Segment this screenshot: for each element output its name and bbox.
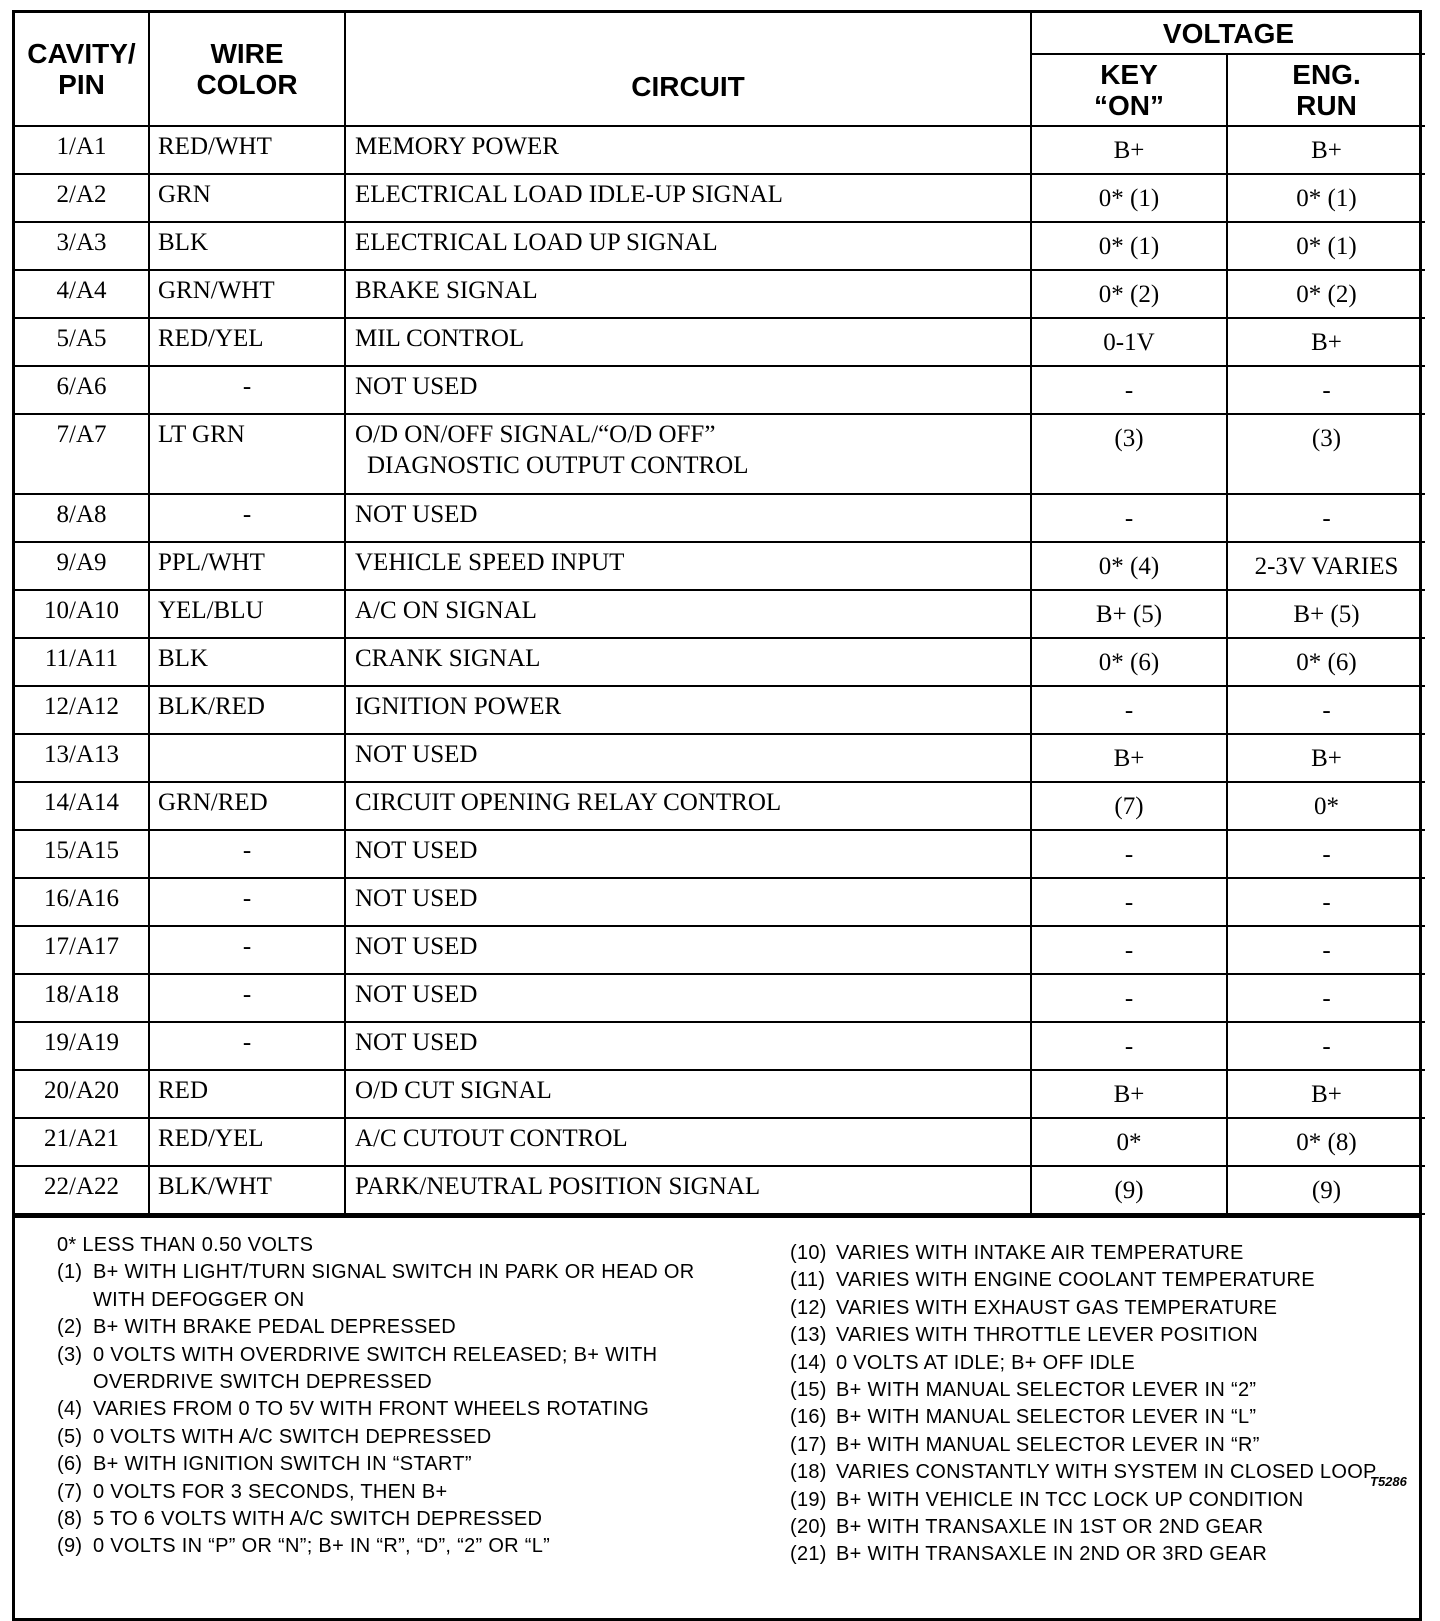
footnote-number: (19) (790, 1488, 827, 1511)
footnote (790, 1377, 1400, 1404)
footnote-text: B+ WITH IGNITION SWITCH IN “START” (93, 1453, 472, 1476)
table-row (15, 174, 1425, 222)
footnote (790, 1240, 1400, 1267)
cavity-pin-cell: 6/A6 (15, 366, 149, 414)
table-row (15, 974, 1425, 1022)
eng-run-voltage-cell: 0* (6) (1227, 638, 1425, 686)
cavity-pin-cell: 18/A18 (15, 974, 149, 1022)
wire-color-cell: - (149, 366, 345, 414)
footnote (790, 1322, 1400, 1349)
footnote-number: (1) (57, 1261, 83, 1284)
key-on-voltage-cell: - (1031, 494, 1227, 542)
wire-color-cell (149, 734, 345, 782)
key-on-voltage-cell: 0* (6) (1031, 638, 1227, 686)
circuit-line: VEHICLE SPEED INPUT (355, 549, 625, 576)
footnote (790, 1514, 1400, 1541)
wire-color-cell: RED (149, 1070, 345, 1118)
footnote-text: B+ WITH LIGHT/TURN SIGNAL SWITCH IN PARK OR HEAD OR WITH DEFOGGER ON (93, 1261, 695, 1311)
footnote (57, 1342, 697, 1397)
key-on-voltage-cell: B+ (1031, 734, 1227, 782)
wire-color-cell: LT GRN (149, 414, 345, 494)
eng-run-voltage-cell: - (1227, 366, 1425, 414)
wire-color-cell: BLK (149, 638, 345, 686)
footnote-number: (16) (790, 1406, 827, 1429)
footnote-number: (14) (790, 1351, 827, 1374)
circuit-cell (345, 270, 1031, 318)
circuit-line: NOT USED (355, 837, 478, 864)
footnotes (15, 1215, 1419, 1618)
table-row (15, 126, 1425, 174)
circuit-line: MEMORY POWER (355, 133, 559, 160)
circuit-cell (345, 318, 1031, 366)
wire-color-cell: - (149, 830, 345, 878)
eng-run-voltage-cell: (3) (1227, 414, 1425, 494)
circuit-cell (345, 174, 1031, 222)
wire-color-cell: GRN/RED (149, 782, 345, 830)
wire-color-cell: - (149, 494, 345, 542)
footnote (790, 1350, 1400, 1377)
key-on-voltage-cell: B+ (5) (1031, 590, 1227, 638)
circuit-line: CRANK SIGNAL (355, 645, 541, 672)
eng-run-voltage-cell: - (1227, 830, 1425, 878)
key-on-voltage-cell: 0* (1) (1031, 174, 1227, 222)
circuit-cell (345, 638, 1031, 686)
eng-run-voltage-cell: 2-3V VARIES (1227, 542, 1425, 590)
circuit-line: IGNITION POWER (355, 693, 562, 720)
footnote-text: VARIES WITH ENGINE COOLANT TEMPERATURE (836, 1269, 1315, 1292)
table-row (15, 1166, 1425, 1214)
circuit-cell (345, 366, 1031, 414)
footnote-number: (7) (57, 1480, 83, 1503)
key-on-voltage-cell: 0* (2) (1031, 270, 1227, 318)
circuit-line: PARK/NEUTRAL POSITION SIGNAL (355, 1173, 761, 1200)
circuit-cell (345, 1070, 1031, 1118)
wire-color-cell: - (149, 878, 345, 926)
cavity-pin-cell: 1/A1 (15, 126, 149, 174)
circuit-cell (345, 222, 1031, 270)
eng-run-voltage-cell: 0* (1227, 782, 1425, 830)
footnote (57, 1533, 697, 1560)
footnote-number: (11) (790, 1269, 826, 1292)
circuit-line: O/D CUT SIGNAL (355, 1077, 552, 1104)
footnote-number: (8) (57, 1508, 83, 1531)
circuit-line: NOT USED (355, 1029, 478, 1056)
table-row (15, 414, 1425, 494)
cavity-pin-cell: 9/A9 (15, 542, 149, 590)
key-on-voltage-cell: - (1031, 878, 1227, 926)
circuit-cell (345, 494, 1031, 542)
table-row (15, 1022, 1425, 1070)
footnote (790, 1404, 1400, 1431)
table-row (15, 1070, 1425, 1118)
circuit-line: A/C CUTOUT CONTROL (355, 1125, 628, 1152)
wire-color-cell: GRN (149, 174, 345, 222)
eng-run-voltage-cell: B+ (1227, 318, 1425, 366)
wire-color-cell: GRN/WHT (149, 270, 345, 318)
footnote (57, 1259, 697, 1314)
eng-run-voltage-cell: B+ (1227, 734, 1425, 782)
cavity-pin-cell: 19/A19 (15, 1022, 149, 1070)
footnote-number: (17) (790, 1433, 827, 1456)
eng-run-voltage-cell: B+ (1227, 126, 1425, 174)
wire-color-cell: RED/WHT (149, 126, 345, 174)
footnote (57, 1314, 697, 1341)
footnote-number: (21) (790, 1543, 827, 1566)
eng-run-voltage-cell: 0* (1) (1227, 174, 1425, 222)
footnote-text: 5 TO 6 VOLTS WITH A/C SWITCH DEPRESSED (93, 1508, 543, 1531)
footnote (57, 1232, 697, 1259)
footnote-text: B+ WITH TRANSAXLE IN 1ST OR 2ND GEAR (836, 1516, 1264, 1539)
cavity-pin-cell: 10/A10 (15, 590, 149, 638)
key-on-voltage-cell: 0-1V (1031, 318, 1227, 366)
header-wire-color: WIRE COLOR (149, 13, 345, 126)
eng-run-voltage-cell: 0* (2) (1227, 270, 1425, 318)
cavity-pin-cell: 21/A21 (15, 1118, 149, 1166)
wire-color-cell: - (149, 1022, 345, 1070)
eng-run-voltage-cell: - (1227, 878, 1425, 926)
table-row (15, 366, 1425, 414)
footnote-text: 0 VOLTS WITH A/C SWITCH DEPRESSED (93, 1425, 492, 1448)
footnote-number: (6) (57, 1453, 83, 1476)
table-row (15, 222, 1425, 270)
pinout-sheet (12, 10, 1422, 1621)
key-on-voltage-cell: - (1031, 830, 1227, 878)
cavity-pin-cell: 14/A14 (15, 782, 149, 830)
key-on-voltage-cell: B+ (1031, 126, 1227, 174)
cavity-pin-cell: 22/A22 (15, 1166, 149, 1214)
key-on-voltage-cell: - (1031, 366, 1227, 414)
footnote-number: (15) (790, 1379, 827, 1402)
cavity-pin-cell: 13/A13 (15, 734, 149, 782)
wire-color-cell: RED/YEL (149, 318, 345, 366)
key-on-voltage-cell: (9) (1031, 1166, 1227, 1214)
footnote-text: B+ WITH MANUAL SELECTOR LEVER IN “L” (836, 1406, 1257, 1429)
wire-color-cell: - (149, 926, 345, 974)
eng-run-voltage-cell: 0* (1) (1227, 222, 1425, 270)
header-eng-run: ENG. RUN (1227, 54, 1425, 126)
footnote-number: (9) (57, 1535, 83, 1558)
footnotes-left-column (57, 1232, 697, 1561)
circuit-line-continued: DIAGNOSTIC OUTPUT CONTROL (367, 452, 749, 479)
cavity-pin-cell: 11/A11 (15, 638, 149, 686)
circuit-line: NOT USED (355, 933, 478, 960)
footnote-text: B+ WITH BRAKE PEDAL DEPRESSED (93, 1316, 457, 1339)
key-on-voltage-cell: 0* (1031, 1118, 1227, 1166)
footnote (57, 1506, 697, 1533)
table-row (15, 1118, 1425, 1166)
circuit-line: O/D ON/OFF SIGNAL/“O/D OFF” (355, 421, 716, 448)
key-on-voltage-cell: 0* (4) (1031, 542, 1227, 590)
footnote-number: (4) (57, 1398, 83, 1421)
circuit-cell (345, 1022, 1031, 1070)
footnote-text: VARIES WITH EXHAUST GAS TEMPERATURE (836, 1296, 1278, 1319)
table-row (15, 830, 1425, 878)
key-on-voltage-cell: - (1031, 1022, 1227, 1070)
circuit-line: NOT USED (355, 373, 478, 400)
cavity-pin-cell: 15/A15 (15, 830, 149, 878)
key-on-voltage-cell: B+ (1031, 1070, 1227, 1118)
wire-color-cell: BLK/WHT (149, 1166, 345, 1214)
footnote-text: 0 VOLTS FOR 3 SECONDS, THEN B+ (93, 1480, 448, 1503)
cavity-pin-cell: 12/A12 (15, 686, 149, 734)
footnote-number: (2) (57, 1316, 83, 1339)
footnote (790, 1295, 1400, 1322)
footnote-text: VARIES FROM 0 TO 5V WITH FRONT WHEELS ROTATING (93, 1398, 650, 1421)
footnote-number: (18) (790, 1461, 827, 1484)
circuit-cell (345, 974, 1031, 1022)
footnote (790, 1267, 1400, 1294)
header-key-on: KEY “ON” (1031, 54, 1227, 126)
circuit-cell (345, 590, 1031, 638)
footnote (57, 1396, 697, 1423)
footnote-text: 0 VOLTS WITH OVERDRIVE SWITCH RELEASED; B+ WITH OVERDRIVE SWITCH DEPRESSED (93, 1343, 658, 1394)
footnote (57, 1424, 697, 1451)
circuit-line: A/C ON SIGNAL (355, 597, 537, 624)
footnote-text: B+ WITH MANUAL SELECTOR LEVER IN “2” (836, 1379, 1257, 1402)
footnote-text: VARIES CONSTANTLY WITH SYSTEM IN CLOSED LOOP (836, 1461, 1377, 1484)
circuit-line: ELECTRICAL LOAD IDLE-UP SIGNAL (355, 181, 783, 208)
circuit-line: BRAKE SIGNAL (355, 277, 538, 304)
table-row (15, 494, 1425, 542)
table-row (15, 270, 1425, 318)
cavity-pin-cell: 4/A4 (15, 270, 149, 318)
header-cavity-pin: CAVITY/ PIN (15, 13, 149, 126)
footnote-text: 0 VOLTS AT IDLE; B+ OFF IDLE (836, 1351, 1136, 1374)
footnote-number: (10) (790, 1242, 827, 1264)
circuit-line: NOT USED (355, 885, 478, 912)
footnote-number: (12) (790, 1296, 827, 1319)
eng-run-voltage-cell: - (1227, 494, 1425, 542)
cavity-pin-cell: 8/A8 (15, 494, 149, 542)
table-row (15, 734, 1425, 782)
footnote (790, 1459, 1400, 1486)
key-on-voltage-cell: - (1031, 686, 1227, 734)
footnote-number: (5) (57, 1425, 83, 1448)
circuit-line: NOT USED (355, 501, 478, 528)
wire-color-cell: PPL/WHT (149, 542, 345, 590)
table-row (15, 318, 1425, 366)
footnote-text: B+ WITH VEHICLE IN TCC LOCK UP CONDITION (836, 1488, 1304, 1511)
footnote-number: (13) (790, 1324, 827, 1347)
eng-run-voltage-cell: - (1227, 686, 1425, 734)
eng-run-voltage-cell: - (1227, 1022, 1425, 1070)
footnote (790, 1432, 1400, 1459)
eng-run-voltage-cell: (9) (1227, 1166, 1425, 1214)
cavity-pin-cell: 7/A7 (15, 414, 149, 494)
footnote-number: (3) (57, 1343, 83, 1366)
circuit-line: ELECTRICAL LOAD UP SIGNAL (355, 229, 718, 256)
footnote-text: B+ WITH MANUAL SELECTOR LEVER IN “R” (836, 1433, 1260, 1456)
key-on-voltage-cell: 0* (1) (1031, 222, 1227, 270)
circuit-cell (345, 782, 1031, 830)
footnote (790, 1541, 1400, 1568)
circuit-cell (345, 926, 1031, 974)
pinout-table (15, 13, 1425, 1215)
footnote (57, 1479, 697, 1506)
cavity-pin-cell: 17/A17 (15, 926, 149, 974)
circuit-line: NOT USED (355, 741, 478, 768)
footnotes-right-column (790, 1240, 1400, 1569)
key-on-voltage-cell: - (1031, 974, 1227, 1022)
circuit-cell (345, 686, 1031, 734)
cavity-pin-cell: 20/A20 (15, 1070, 149, 1118)
eng-run-voltage-cell: B+ (1227, 1070, 1425, 1118)
wire-color-cell: BLK (149, 222, 345, 270)
table-row (15, 638, 1425, 686)
key-on-voltage-cell: (7) (1031, 782, 1227, 830)
footnote (57, 1451, 697, 1478)
circuit-cell (345, 126, 1031, 174)
footnote-number: (20) (790, 1516, 827, 1539)
circuit-line: MIL CONTROL (355, 325, 525, 352)
cavity-pin-cell: 16/A16 (15, 878, 149, 926)
eng-run-voltage-cell: 0* (8) (1227, 1118, 1425, 1166)
eng-run-voltage-cell: B+ (5) (1227, 590, 1425, 638)
wire-color-cell: RED/YEL (149, 1118, 345, 1166)
footnote-text: VARIES WITH INTAKE AIR TEMPERATURE (836, 1242, 1244, 1264)
circuit-cell (345, 830, 1031, 878)
table-row (15, 878, 1425, 926)
wire-color-cell: BLK/RED (149, 686, 345, 734)
eng-run-voltage-cell: - (1227, 926, 1425, 974)
table-row (15, 590, 1425, 638)
circuit-cell (345, 414, 1031, 494)
circuit-line: CIRCUIT OPENING RELAY CONTROL (355, 789, 782, 816)
footnote (790, 1487, 1400, 1514)
cavity-pin-cell: 5/A5 (15, 318, 149, 366)
footnote-text: 0* LESS THAN 0.50 VOLTS (57, 1234, 314, 1256)
footnote-text: B+ WITH TRANSAXLE IN 2ND OR 3RD GEAR (836, 1543, 1268, 1566)
eng-run-voltage-cell: - (1227, 974, 1425, 1022)
key-on-voltage-cell: (3) (1031, 414, 1227, 494)
cavity-pin-cell: 2/A2 (15, 174, 149, 222)
table-row (15, 542, 1425, 590)
footnote-text: VARIES WITH THROTTLE LEVER POSITION (836, 1324, 1259, 1347)
table-row (15, 782, 1425, 830)
circuit-cell (345, 1166, 1031, 1214)
wire-color-cell: - (149, 974, 345, 1022)
cavity-pin-cell: 3/A3 (15, 222, 149, 270)
wire-color-cell: YEL/BLU (149, 590, 345, 638)
footnote-text: 0 VOLTS IN “P” OR “N”; B+ IN “R”, “D”, “2” OR “L” (93, 1535, 551, 1558)
header-voltage: VOLTAGE (1031, 13, 1425, 54)
table-row (15, 686, 1425, 734)
key-on-voltage-cell: - (1031, 926, 1227, 974)
circuit-line: NOT USED (355, 981, 478, 1008)
circuit-cell (345, 734, 1031, 782)
header-circuit: CIRCUIT (345, 13, 1031, 126)
circuit-cell (345, 542, 1031, 590)
pinout-rows (15, 126, 1425, 1214)
figure-id: T5286 (1370, 1474, 1407, 1489)
circuit-cell (345, 1118, 1031, 1166)
table-row (15, 926, 1425, 974)
circuit-cell (345, 878, 1031, 926)
